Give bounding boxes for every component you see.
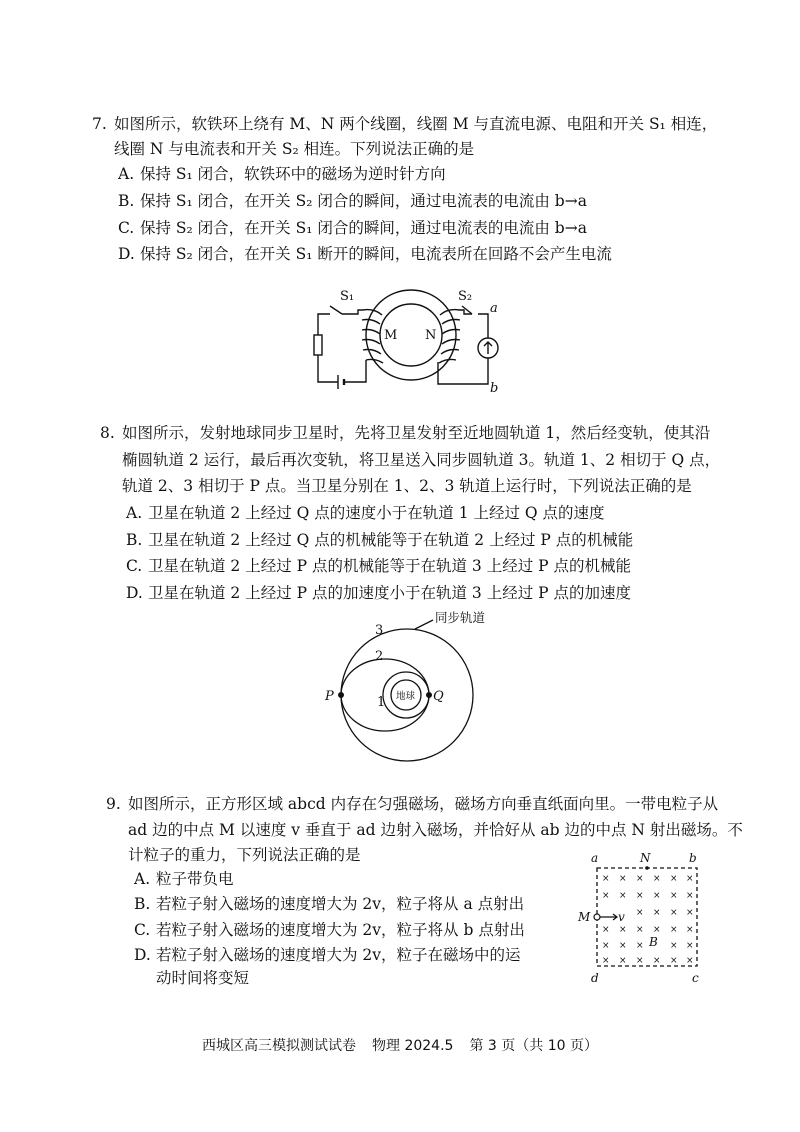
point-p-dot	[338, 692, 344, 698]
option-text: 保持 S₁ 闭合，在开关 S₂ 闭合的瞬间，通过电流表的电流由 b→a	[140, 192, 587, 210]
wire	[318, 314, 330, 335]
field-cross: ×	[602, 956, 610, 966]
label-orbit-3: 3	[375, 623, 384, 638]
option-label: A.	[134, 870, 151, 888]
field-cross: ×	[670, 925, 678, 935]
field-cross: ×	[602, 941, 610, 951]
label-c: c	[692, 971, 699, 985]
option-b[interactable]	[134, 894, 524, 914]
field-cross: ×	[670, 941, 678, 951]
point-n-dot	[645, 866, 649, 870]
label-b: b	[689, 851, 697, 865]
footer-exam-title: 西城区高三模拟测试试卷	[202, 1038, 357, 1054]
wire	[438, 358, 488, 384]
velocity-arrow	[600, 914, 617, 920]
option-d[interactable]	[118, 244, 612, 264]
option-text: 粒子带负电	[156, 870, 234, 888]
option-label: D.	[126, 584, 143, 602]
field-crosses	[602, 874, 694, 966]
option-label: A.	[118, 165, 135, 183]
option-d-continuation: 动时间将变短	[156, 969, 250, 987]
field-cross: ×	[670, 908, 678, 918]
option-a[interactable]	[134, 869, 234, 889]
question-stem-line: 如图所示，软铁环上绕有 M、N 两个线圈，线圈 M 与直流电源、电阻和开关 S₁ 相连，	[114, 115, 718, 133]
option-label: D.	[134, 946, 151, 964]
option-text: 保持 S₂ 闭合，在开关 S₁ 断开的瞬间，电流表所在回路不会产生电流	[140, 245, 612, 263]
field-cross: ×	[619, 956, 627, 966]
field-cross: ×	[653, 874, 661, 884]
option-text: 卫星在轨道 2 上经过 Q 点的速度小于在轨道 1 上经过 Q 点的速度	[148, 504, 605, 522]
option-text: 保持 S₁ 闭合，软铁环中的磁场为逆时针方向	[140, 165, 446, 183]
option-d[interactable]	[126, 583, 631, 603]
ammeter-arrow	[484, 342, 492, 354]
transformer-circuit-figure	[300, 280, 520, 405]
sync-label-leader	[415, 620, 433, 629]
option-d[interactable]	[134, 945, 521, 965]
option-label: D.	[118, 245, 135, 263]
option-a[interactable]	[126, 503, 605, 523]
label-orbit-1: 1	[377, 695, 386, 710]
label-m: M	[578, 910, 591, 924]
option-label: A.	[126, 504, 143, 522]
footer-page-number: 第 3 页（共 10 页）	[469, 1038, 598, 1054]
label-terminal-a: a	[490, 301, 498, 316]
question-stem-line: 如图所示，发射地球同步卫星时，先将卫星发射至近地圆轨道 1，然后经变轨，使其沿	[122, 424, 711, 442]
field-cross: ×	[686, 891, 694, 901]
field-cross: ×	[670, 891, 678, 901]
option-text: 卫星在轨道 2 上经过 P 点的机械能等于在轨道 3 上经过 P 点的机械能	[148, 557, 631, 575]
option-b[interactable]	[126, 530, 633, 550]
question-number: 7.	[92, 115, 107, 133]
field-cross: ×	[602, 874, 610, 884]
label-point-p: P	[325, 689, 334, 704]
option-text: 卫星在轨道 2 上经过 Q 点的机械能等于在轨道 2 上经过 P 点的机械能	[148, 531, 634, 549]
wire	[344, 360, 366, 382]
label-terminal-b: b	[490, 381, 499, 396]
field-cross: ×	[653, 891, 661, 901]
wire	[318, 355, 338, 382]
field-cross: ×	[619, 874, 627, 884]
label-n: N	[640, 851, 651, 865]
field-cross: ×	[636, 908, 644, 918]
option-label: C.	[126, 557, 143, 575]
page-footer	[0, 1036, 800, 1056]
label-sync-orbit: 同步轨道	[435, 610, 486, 625]
field-cross: ×	[636, 925, 644, 935]
label-field-b: B	[649, 935, 658, 949]
label-earth: 地球	[396, 691, 416, 702]
option-text: 保持 S₂ 闭合，在开关 S₁ 闭合的瞬间，通过电流表的电流由 b→a	[140, 219, 587, 237]
field-cross: ×	[686, 874, 694, 884]
field-cross: ×	[636, 956, 644, 966]
field-cross: ×	[619, 891, 627, 901]
question-number: 9.	[106, 795, 121, 813]
option-text: 若粒子射入磁场的速度增大为 2v，粒子在磁场中的运	[156, 946, 521, 964]
resistor	[314, 335, 322, 355]
field-cross: ×	[670, 956, 678, 966]
footer-subject: 物理 2024.5	[372, 1038, 454, 1054]
option-text: 若粒子射入磁场的速度增大为 2v，粒子将从 b 点射出	[156, 921, 525, 939]
label-coil-m: M	[384, 328, 398, 343]
label-coil-n: N	[425, 328, 437, 343]
label-d: d	[591, 971, 599, 985]
field-cross: ×	[686, 941, 694, 951]
wire	[342, 310, 363, 314]
question-stem-line: ad 边的中点 M 以速度 v 垂直于 ad 边射入磁场，并恰好从 ab 边的中点 N 射出磁场。不	[128, 821, 743, 839]
option-c[interactable]	[118, 218, 587, 238]
option-text: 若粒子射入磁场的速度增大为 2v，粒子将从 a 点射出	[156, 895, 525, 913]
label-a: a	[591, 851, 599, 865]
option-label: B.	[134, 895, 151, 913]
option-c[interactable]	[126, 556, 631, 576]
field-cross: ×	[636, 874, 644, 884]
field-cross: ×	[653, 908, 661, 918]
field-cross: ×	[619, 925, 627, 935]
field-cross: ×	[636, 941, 644, 951]
option-c[interactable]	[134, 920, 525, 940]
field-cross: ×	[653, 956, 661, 966]
magnetic-field-figure	[575, 848, 710, 993]
label-orbit-2: 2	[375, 649, 384, 664]
option-label: C.	[118, 219, 135, 237]
point-q-dot	[426, 692, 432, 698]
label-s1: S₁	[340, 289, 355, 304]
question-stem-line: 如图所示，正方形区域 abcd 内存在匀强磁场，磁场方向垂直纸面向里。一带电粒子从	[128, 795, 719, 813]
field-cross: ×	[686, 956, 694, 966]
option-label: C.	[134, 921, 151, 939]
label-point-q: Q	[433, 689, 444, 704]
option-b[interactable]	[118, 191, 587, 211]
question-stem-line: 椭圆轨道 2 运行，最后再次变轨，将卫星送入同步圆轨道 3。轨道 1、2 相切于 Q 点，	[122, 451, 721, 469]
field-cross: ×	[686, 925, 694, 935]
point-m-dot	[594, 914, 600, 920]
question-stem-line: 计粒子的重力，下列说法正确的是	[128, 846, 361, 864]
question-stem-line: 轨道 2、3 相切于 P 点。当卫星分别在 1、2、3 轨道上运行时，下列说法正确的是	[122, 477, 692, 495]
orbit-figure	[315, 608, 515, 778]
field-cross: ×	[602, 891, 610, 901]
field-cross: ×	[636, 891, 644, 901]
option-a[interactable]	[118, 164, 446, 184]
option-text: 卫星在轨道 2 上经过 P 点的加速度小于在轨道 3 上经过 P 点的加速度	[148, 584, 631, 602]
wire	[478, 314, 488, 338]
field-cross: ×	[602, 925, 610, 935]
option-label: B.	[126, 531, 143, 549]
option-label: B.	[118, 192, 135, 210]
field-cross: ×	[619, 941, 627, 951]
question-number: 8.	[100, 424, 115, 442]
field-cross: ×	[670, 874, 678, 884]
switch-s1	[330, 306, 342, 314]
label-v: v	[618, 910, 625, 924]
field-cross: ×	[686, 908, 694, 918]
question-stem-line: 线圈 N 与电流表和开关 S₂ 相连。下列说法正确的是	[114, 140, 475, 158]
label-s2: S₂	[458, 289, 473, 304]
field-cross: ×	[653, 925, 661, 935]
